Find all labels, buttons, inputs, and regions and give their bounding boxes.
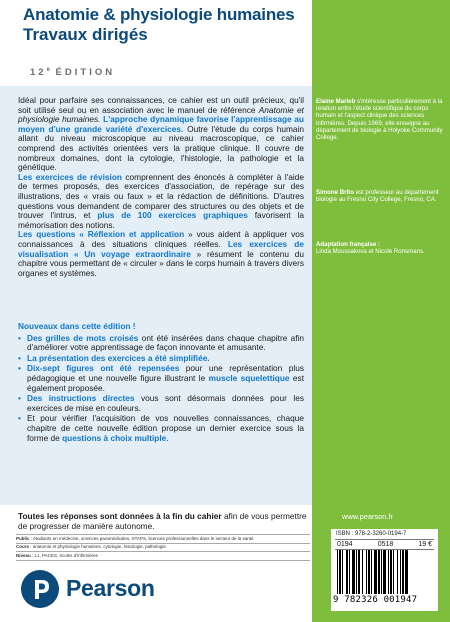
barcode-bar	[368, 550, 370, 594]
intro-p2-highlight-2: plus de 100 exercices graphiques	[97, 210, 248, 221]
item-text: ont été insérées dans chaque chapitre afin d'améliorer votre apprentissage de façon innovante et amusante.	[27, 332, 304, 353]
barcode-box	[331, 529, 438, 611]
item-highlight: questions à choix multiple	[62, 432, 167, 443]
barcode-bar	[339, 550, 341, 594]
intro-paragraph-2	[18, 173, 304, 231]
new-features-list	[18, 334, 304, 444]
meta-row-niveau	[16, 551, 310, 561]
meta-value: : étudiants en médecine, sciences paramédicales, STAPS, licences professionnelles dans le secteur de la santé	[29, 535, 254, 541]
description-panel	[0, 86, 312, 505]
meta-value: : anatomie et physiologie humaines, cytologie, histologie, pathologie	[29, 544, 166, 550]
price: 19 €	[418, 541, 432, 548]
answers-rest: afin de vous permettre de progresser de manière autonome.	[18, 511, 307, 531]
barcode-number: 9 782326 001947	[333, 595, 418, 605]
barcode-bar	[381, 550, 382, 594]
publisher-name: Pearson	[66, 575, 155, 601]
new-features-title: Nouveaux dans cette édition !	[18, 321, 136, 331]
intro-paragraph-1	[18, 96, 304, 173]
meta-row-public	[16, 534, 310, 543]
author-text: est professeur au département biologie au Fresno City College, Fresno, CA.	[316, 189, 439, 204]
barcode-bar	[388, 550, 389, 594]
barcode-bar	[378, 550, 380, 594]
author-bio-2	[312, 189, 450, 203]
intro-p3-text: » vous aident à appliquer vos connaissances à des situations cliniques réelles.	[18, 229, 304, 249]
barcode-bar	[390, 550, 392, 594]
price-codes	[335, 539, 434, 550]
list-item	[18, 334, 304, 353]
barcode-bar	[371, 550, 372, 594]
item-highlight-2: muscle squelettique	[208, 372, 290, 383]
item-text: vous sont désormais données pour les exercices de mise en couleurs.	[27, 393, 304, 413]
list-item	[18, 354, 304, 364]
author-name: Elaine Marieb	[316, 98, 356, 105]
meta-label: Niveau	[16, 552, 31, 558]
meta-row-cours	[16, 543, 310, 552]
barcode-bar	[342, 550, 343, 594]
answers-bold: Toutes les réponses sont données à la fin du cahier	[18, 511, 222, 521]
item-text-end: .	[166, 432, 169, 443]
barcode-bar	[393, 550, 394, 594]
book-title: Anatomie & physiologie humaines	[23, 5, 295, 24]
adaptation-credit	[312, 241, 450, 255]
intro-p1-italic: Anatomie et physiologie humaines.	[18, 104, 304, 125]
adaptation-names: Linda Moussakova et Nicole Ronsmans.	[316, 248, 425, 256]
intro-p3-highlight-2: Les exercices de visualisation « Un voyage extraordinaire	[18, 238, 304, 259]
intro-p1-text: Idéal pour parfaire ses connaissances, ce cahier est un outil précieux, qu'il soit utilisé seul ou en association avec le manuel de référence	[18, 95, 304, 115]
code-1: 0194	[337, 541, 353, 548]
meta-label: Cours	[16, 544, 30, 550]
edition-label	[30, 67, 115, 78]
barcode-bar	[402, 550, 404, 594]
header	[0, 0, 312, 86]
item-text: Et pour vérifier l'acquisition de vos nouvelles connaissances, chaque chapitre de cette nouvelle édition propose un dernier exercice sous la forme de	[27, 413, 304, 443]
author-text: s'intéresse particulièrement à la relation entre l'étude scientifique du corps humain et l'aspect clinique des sciences infirmières. Depuis 1969, elle enseigne au département de biologie à Holyoke Community College.	[316, 98, 443, 142]
adaptation-label: Adaptation française :	[316, 241, 380, 248]
barcode-bar	[400, 550, 401, 594]
barcode-bar	[352, 550, 355, 594]
code-2: 0518	[377, 541, 394, 548]
list-item	[18, 414, 304, 443]
intro-paragraph-3	[18, 230, 304, 278]
barcode-bar	[346, 550, 348, 594]
barcode-bar	[358, 550, 360, 594]
barcode-bar	[405, 550, 408, 594]
item-text-end: est également proposée.	[27, 372, 304, 393]
barcode-bar	[383, 550, 386, 594]
new-features	[18, 322, 304, 444]
barcode-icon	[337, 550, 433, 594]
audience-table	[16, 534, 310, 561]
item-text: pour une représentation plus pédagogique et une nouvelle figure illustrant le	[27, 363, 304, 383]
pearson-logo-icon	[20, 569, 60, 609]
barcode-bar	[337, 550, 338, 594]
edition-number: 12	[30, 67, 47, 79]
barcode-bar	[397, 550, 398, 594]
edition-word: ÉDITION	[49, 67, 116, 79]
barcode-bar	[366, 550, 367, 594]
meta-label: Public	[16, 535, 30, 541]
item-highlight: Des instructions directes	[27, 393, 135, 404]
answers-note	[18, 512, 308, 531]
barcode-bar	[374, 550, 377, 594]
publisher-url: www.pearson.fr	[342, 512, 393, 521]
intro-p2-highlight: Les exercices de révision	[18, 171, 122, 182]
item-highlight: La présentation des exercices a été simplifiée.	[27, 352, 210, 363]
list-item	[18, 364, 304, 393]
intro-p2-text: comprennent des énoncés à compléter à l'aide de termes proposés, des exercices d'association, de repérage sur des illustrations, des « vrais ou faux » et la rédaction de définitions. D'autres questions vous demandent de comparer des structures ou des objets et de trouver l'intrus, et	[18, 171, 304, 221]
barcode-bar	[362, 550, 363, 594]
intro-p3-highlight: Les questions « Réflexion et application	[18, 229, 185, 240]
book-subtitle: Travaux dirigés	[23, 25, 148, 44]
intro-p2-text-end: favorisent la mémorisation des notions.	[18, 210, 305, 230]
item-highlight: Des grilles de mots croisés	[27, 332, 139, 343]
isbn-label: ISBN : 978-2-3260-0194-7	[336, 531, 407, 537]
meta-value: : L1, PACES, écoles d'infirmières	[30, 552, 98, 558]
edition-sup: e	[46, 67, 50, 73]
intro-p1-highlight: L'approche dynamique favorise l'apprentissage au moyen d'une grande variété d'exercices.	[18, 114, 304, 134]
author-name: Simone Brito	[316, 189, 354, 196]
item-highlight: Dix-sept figures ont été repensées	[27, 363, 180, 374]
barcode-bar	[349, 550, 350, 594]
author-bio-1	[312, 98, 450, 141]
intro-text	[18, 96, 304, 278]
intro-p3-text-end: » résument le contenu du chapitre vous permettant de « circuler » dans le corps humain à travers divers organes et systèmes.	[18, 248, 305, 278]
intro-p1-text-end: Outre l'étude du corps humain allant du niveau microscopique au niveau macroscopique, ce cahier comprend des activités orientées vers la pratique clinique. Il couvre de nombreux domaines, dont la cytologie, l'histologie, la pathologie et la génétique.	[18, 123, 304, 173]
barcode-bar	[356, 550, 357, 594]
list-item	[18, 394, 304, 413]
